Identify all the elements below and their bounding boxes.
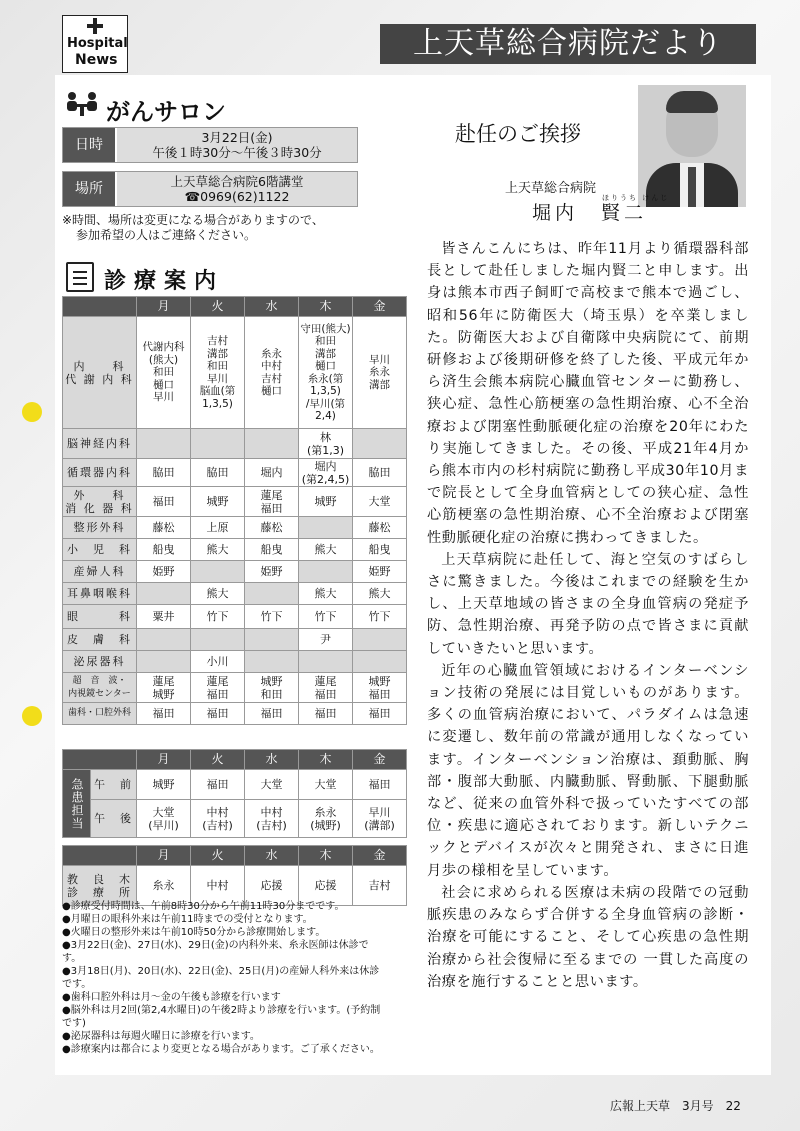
- doctor-cell: 福田: [245, 703, 299, 725]
- doctor-cell: 福田: [137, 703, 191, 725]
- day-header: 木: [299, 750, 353, 770]
- doctor-cell: 脇田: [137, 459, 191, 487]
- doctor-cell: [191, 629, 245, 651]
- doctor-cell: 代謝内科 (熊大) 和田 樋口 早川: [137, 317, 191, 429]
- doctor-cell: 守田(熊大) 和田 溝部 樋口 糸永(第1,3,5) /早川(第2,4): [299, 317, 353, 429]
- doctor-cell: 竹下: [245, 605, 299, 629]
- day-header: 火: [191, 846, 245, 866]
- salon-date-line2: 午後１時30分～午後３時30分: [152, 145, 322, 160]
- schedule-row: [63, 583, 407, 605]
- day-header: 火: [191, 297, 245, 317]
- doctor-cell: 大堂: [353, 487, 407, 517]
- schedule-note: ●3月18日(月)、20日(水)、22日(金)、25日(月)の産婦人科外来は休診です。: [62, 966, 380, 990]
- department-name: 外 科 消 化 器 科: [63, 487, 137, 517]
- schedule-row: [63, 605, 407, 629]
- kyoryogi-header-row: [63, 846, 407, 866]
- schedule-row: [63, 561, 407, 583]
- doctor-cell: 吉村: [353, 866, 407, 906]
- doctor-cell: 糸永: [137, 866, 191, 906]
- doctor-cell: 竹下: [191, 605, 245, 629]
- period-label: 午 後: [91, 800, 137, 838]
- schedule-row: [63, 703, 407, 725]
- department-name: 小 児 科: [63, 539, 137, 561]
- doctor-cell: 竹下: [353, 605, 407, 629]
- salon-phone: ☎0969(62)1122: [184, 189, 290, 204]
- doctor-cell: 城野: [299, 487, 353, 517]
- schedule-note: ●泌尿器科は毎週火曜日に診療を行います。: [62, 1031, 260, 1042]
- department-name: 耳鼻咽喉科: [63, 583, 137, 605]
- kyoryogi-corner-cell: [63, 846, 137, 866]
- article-paragraph: 近年の心臓血管領域におけるインターベンション技術の発展には目覚しいものがあります。多くの血管病治療において、パラダイムは急速に変遷し、数年前の常識が通用しなくなっています。インターベンション治療は、頚動脈、胸部・腹部大動脈、内臓動脈、腎動脈、下腿動脈など、従来の血管外科で扱っていたすべての部位・疾患に適応されております。新しいテクニックとデバイスが次々と開発され、まさに日進月歩の様相を呈しています。: [427, 662, 749, 879]
- emergency-table: [62, 749, 407, 838]
- day-header: 金: [353, 750, 407, 770]
- emergency-row: [63, 800, 407, 838]
- doctor-cell: 林 (第1,3): [299, 429, 353, 459]
- doctor-cell: 脇田: [353, 459, 407, 487]
- doctor-cell: 中村 (吉村): [245, 800, 299, 838]
- doctor-cell: 熊大: [191, 539, 245, 561]
- day-header: 火: [191, 750, 245, 770]
- doctor-cell: 尹: [299, 629, 353, 651]
- emergency-corner-cell: [63, 750, 137, 770]
- schedule-header-row: [63, 297, 407, 317]
- doctor-cell: 船曳: [353, 539, 407, 561]
- doctor-cell: [245, 583, 299, 605]
- doctor-cell: 熊大: [299, 539, 353, 561]
- schedule-row: [63, 673, 407, 703]
- doctor-cell: 大堂: [299, 770, 353, 800]
- department-name: 泌尿器科: [63, 651, 137, 673]
- author-photo: [638, 85, 746, 207]
- article-paragraph: 社会に求められる医療は未病の段階での冠動脈疾患のみならず合併する全身血管病の診断・治療を可能にすること、そして心疾患の急性期治療から社会復帰に至るまでの 一貫した高度の治療を施行することと思います。: [427, 884, 749, 990]
- schedule-note: ●火曜日の整形外来は午前10時50分から診療開始します。: [62, 927, 326, 938]
- hospital-news-logo: [62, 15, 128, 73]
- article-paragraph: 上天草病院に赴任して、海と空気のすばらしさに驚きました。今後はこれまでの経験を生かし、上天草地域の皆さまの全身血管病の発症予防、急性期治療、再発予防の点で皆さまに貢献していきたいと思います。: [427, 551, 749, 657]
- schedule-row: [63, 317, 407, 429]
- doctor-cell: 船曳: [245, 539, 299, 561]
- doctor-cell: 福田: [353, 703, 407, 725]
- doctor-cell: 糸永 (城野): [299, 800, 353, 838]
- doctor-cell: 早川 糸永 溝部: [353, 317, 407, 429]
- doctor-cell: 中村 (吉村): [191, 800, 245, 838]
- doctor-cell: [353, 629, 407, 651]
- doctor-cell: [137, 429, 191, 459]
- day-header: 月: [137, 297, 191, 317]
- salon-note-line2: 参加希望の人はご連絡ください。: [76, 228, 257, 242]
- department-name: 内 科 代 謝 内 科: [63, 317, 137, 429]
- department-name: 歯科・口腔外科: [63, 703, 137, 725]
- schedule-title: 診療案内: [104, 269, 225, 294]
- department-name: 整形外科: [63, 517, 137, 539]
- salon-place-line1: 上天草総合病院6階講堂: [170, 174, 304, 189]
- doctor-cell: 熊大: [353, 583, 407, 605]
- doctor-cell: [299, 561, 353, 583]
- doctor-cell: [245, 429, 299, 459]
- doctor-cell: 応援: [299, 866, 353, 906]
- kyoryogi-table: [62, 845, 407, 906]
- department-name: 循環器内科: [63, 459, 137, 487]
- doctor-cell: [353, 429, 407, 459]
- doctor-cell: [245, 651, 299, 673]
- schedule-row: [63, 459, 407, 487]
- salon-note: [62, 213, 362, 243]
- doctor-cell: 福田: [191, 703, 245, 725]
- doctor-cell: [191, 429, 245, 459]
- salon-title: がんサロン: [106, 98, 226, 126]
- schedule-notes: [62, 900, 382, 1056]
- doctor-cell: 蓮尾 城野: [137, 673, 191, 703]
- doctor-cell: [299, 517, 353, 539]
- doctor-cell: 姫野: [137, 561, 191, 583]
- schedule-note: ●3月22日(金)、27日(水)、29日(金)の内科外来、糸永医師は休診です。: [62, 940, 369, 964]
- medical-cross-icon: [85, 16, 105, 36]
- department-name: 脳神経内科: [63, 429, 137, 459]
- doctor-cell: [137, 651, 191, 673]
- doctor-cell: 蓮尾 福田: [299, 673, 353, 703]
- schedule-row: [63, 487, 407, 517]
- salon-date-row: [62, 127, 358, 163]
- author-name: 堀内 賢二: [532, 202, 648, 224]
- article-paragraph: 皆さんこんにちは、昨年11月より循環器科部長として赴任しました堀内賢二と申します。出身は熊本市西子飼町で高校まで熊本で過ごし、昭和56年に防衛医大（埼玉県）を卒業しました。防衛医大および自衛隊中央病院にて、前期研修および後期研修を終了した後、平成元年から済生会熊本病院心臓血管センターに勤務し、狭心症、急性心筋梗塞の急性期治療、心不全治療および閉塞性動脈硬化症の治療を20年にわたり実施してきました。その後、平成21年4月から熊本市内の杉村病院に勤務し平成30年10月まで院長として全身血管病としての狭心症、急性心筋梗塞の急性期治療、心不全治療および閉塞性動脈硬化症の治療に携わってきました。: [427, 241, 749, 546]
- doctor-cell: 中村: [191, 866, 245, 906]
- doctor-cell: 熊大: [299, 583, 353, 605]
- logo-text-hospital: Hospital: [67, 36, 128, 51]
- salon-date-line1: 3月22日(金): [201, 130, 273, 145]
- doctor-cell: 船曳: [137, 539, 191, 561]
- doctor-cell: 福田: [299, 703, 353, 725]
- doctor-cell: 小川: [191, 651, 245, 673]
- schedule-row: [63, 539, 407, 561]
- doctor-cell: 熊大: [191, 583, 245, 605]
- period-label: 午 前: [91, 770, 137, 800]
- day-header: 金: [353, 846, 407, 866]
- doctor-cell: [299, 651, 353, 673]
- binder-hole-icon: [22, 706, 42, 726]
- doctor-cell: 蓮尾 福田: [245, 487, 299, 517]
- department-name: 産婦人科: [63, 561, 137, 583]
- salon-date-value: [117, 128, 357, 162]
- schedule-table: [62, 296, 407, 725]
- doctor-cell: [137, 629, 191, 651]
- schedule-row: [63, 651, 407, 673]
- doctor-cell: [245, 629, 299, 651]
- doctor-cell: 竹下: [299, 605, 353, 629]
- doctor-cell: 藤松: [137, 517, 191, 539]
- department-name: 超 音 波・ 内視鏡センター: [63, 673, 137, 703]
- department-name: 眼 科: [63, 605, 137, 629]
- emergency-row: [63, 770, 407, 800]
- day-header: 水: [245, 846, 299, 866]
- schedule-note: ●診療案内は都合により変更となる場合があります。ご了承ください。: [62, 1044, 380, 1055]
- schedule-corner-cell: [63, 297, 137, 317]
- day-header: 月: [137, 846, 191, 866]
- doctor-cell: 粟井: [137, 605, 191, 629]
- salon-date-label: 日時: [63, 128, 115, 162]
- day-header: 水: [245, 750, 299, 770]
- doctor-cell: 福田: [353, 770, 407, 800]
- doctor-cell: 蓮尾 福田: [191, 673, 245, 703]
- emergency-header-row: [63, 750, 407, 770]
- doctor-cell: 糸永 中村 吉村 樋口: [245, 317, 299, 429]
- doctor-cell: 大堂: [245, 770, 299, 800]
- doctor-cell: 堀内 (第2,4,5): [299, 459, 353, 487]
- doctor-cell: 城野: [191, 487, 245, 517]
- schedule-row: [63, 629, 407, 651]
- day-header: 金: [353, 297, 407, 317]
- day-header: 水: [245, 297, 299, 317]
- schedule-note: ●脳外科は月2回(第2,4水曜日)の午後2時より診療を行います。(予約制です): [62, 1005, 381, 1029]
- doctor-cell: 大堂 (早川): [137, 800, 191, 838]
- binder-hole-icon: [22, 402, 42, 422]
- doctor-cell: 城野 和田: [245, 673, 299, 703]
- doctor-cell: 城野 福田: [353, 673, 407, 703]
- schedule-note: ●診療受付時間は、午前8時30分から午前11時30分までです。: [62, 901, 345, 912]
- day-header: 木: [299, 846, 353, 866]
- doctor-cell: 城野: [137, 770, 191, 800]
- salon-place-value: [117, 172, 357, 206]
- doctor-cell: 吉村 溝部 和田 早川 脳血(第1,3,5): [191, 317, 245, 429]
- clipboard-icon: [66, 262, 94, 292]
- schedule-note: ●歯科口腔外科は月～金の午後も診療を行います: [62, 992, 281, 1003]
- day-header: 月: [137, 750, 191, 770]
- department-name: 皮 膚 科: [63, 629, 137, 651]
- page-title: 上天草総合病院だより: [380, 24, 756, 64]
- doctor-cell: 早川 (溝部): [353, 800, 407, 838]
- doctor-cell: [353, 651, 407, 673]
- salon-place-row: [62, 171, 358, 207]
- doctor-cell: 応援: [245, 866, 299, 906]
- doctor-cell: 上原: [191, 517, 245, 539]
- doctor-cell: 藤松: [245, 517, 299, 539]
- schedule-row: [63, 517, 407, 539]
- doctor-cell: 姫野: [245, 561, 299, 583]
- salon-place-label: 場所: [63, 172, 115, 206]
- doctor-cell: 福田: [191, 770, 245, 800]
- salon-note-line1: ※時間、場所は変更になる場合がありますので、: [62, 213, 324, 227]
- doctor-cell: 姫野: [353, 561, 407, 583]
- author-hospital: 上天草総合病院: [505, 181, 597, 196]
- article-body: [427, 238, 749, 993]
- doctor-cell: [137, 583, 191, 605]
- people-meeting-icon: [64, 90, 100, 118]
- doctor-cell: 藤松: [353, 517, 407, 539]
- author-ruby: ほりうち けんじ: [602, 194, 670, 202]
- schedule-note: ●月曜日の眼科外来は午前11時までの受付となります。: [62, 914, 313, 925]
- emergency-label: 急患担当: [63, 770, 91, 838]
- doctor-cell: 堀内: [245, 459, 299, 487]
- doctor-cell: [191, 561, 245, 583]
- clinic-name: 教 良 木 診 療 所: [63, 866, 137, 906]
- doctor-cell: 福田: [137, 487, 191, 517]
- page-footer: 広報上天草 3月号 22: [610, 1099, 741, 1113]
- schedule-row: [63, 429, 407, 459]
- doctor-cell: 脇田: [191, 459, 245, 487]
- logo-text-news: News: [75, 52, 118, 68]
- day-header: 木: [299, 297, 353, 317]
- article-title: 赴任のご挨拶: [455, 122, 581, 146]
